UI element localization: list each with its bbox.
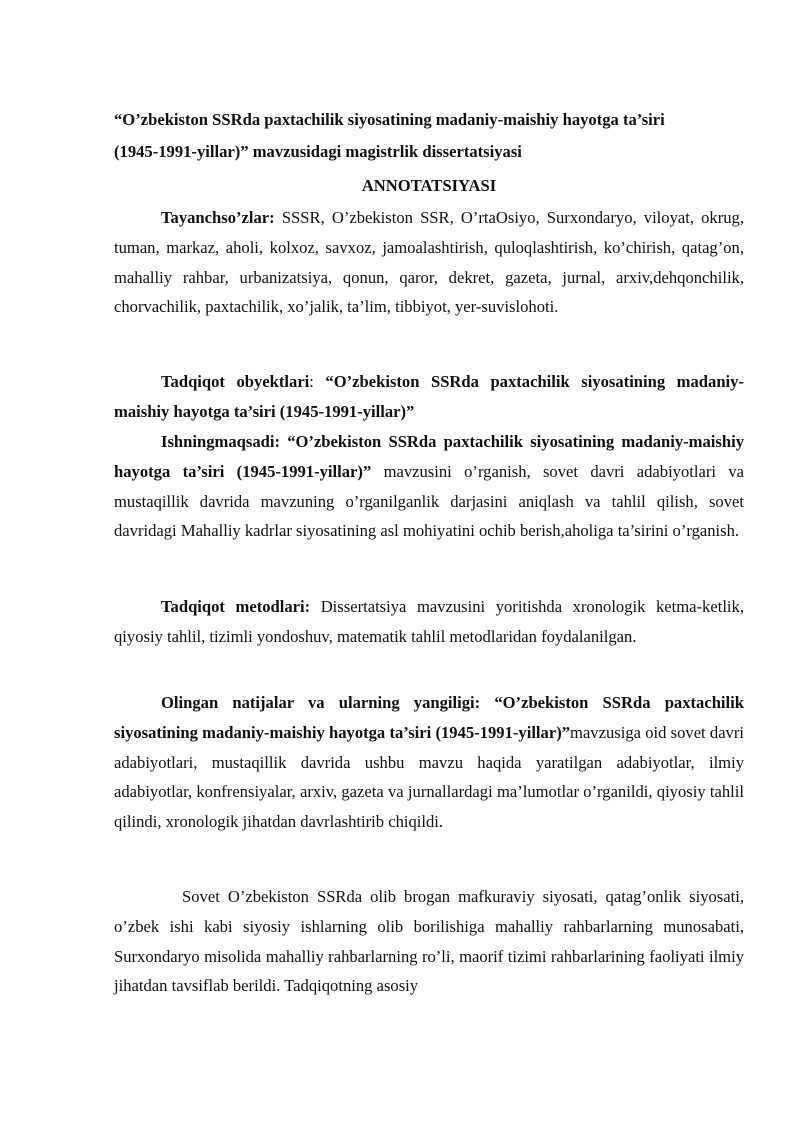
title-line-1: “O’zbekiston SSRda paxtachilik siyosatining madaniy-maishiy hayotga ta’siri xyxy=(114,110,665,129)
results-paragraph xyxy=(114,688,744,837)
methods-text: Dissertatsiya mavzusini yoritishda xronologik ketma-ketlik, qiyosiy tahlil, tizimli yondoshuv, matematik tahlil metodlaridan foydalanilgan. xyxy=(114,597,744,646)
results-label: Olingan natijalar va ularning yangiligi: “O’zbekiston SSRda paxtachilik siyosatining madaniy-maishiy hayotga ta’siri (1945-1991-yillar)” xyxy=(114,693,744,742)
research-objects-paragraph xyxy=(114,367,744,427)
final-paragraph: Sovet O’zbekiston SSRda olib brogan mafkuraviy siyosati, qatag’onlik siyosati, o’zbek ishi kabi siyosiy ishlarning olib borilishiga mahalliy rahbarlarning munosabati, Surxondaryo misolida mahalliy rahbarlarning ro’li, maorif tizimi rahbarlarining faoliyati ilmiy jihatdan tavsiflab berildi. Tadqiqotning asosiy xyxy=(114,887,744,996)
goal-text: mavzusini o’rganish, sovet davri adabiyotlari va mustaqillik davrida mavzuning o’rganilganlik darjasini aniqlash va tahlil qilish, sovet davridagi Mahalliy kadrlar siyosatining asl mohiyatini ochib berish,aholiga ta’sirini o’rganish. xyxy=(114,461,744,541)
results-text: mavzusiga oid sovet davri adabiyotlari, mustaqillik davrida ushbu mavzu haqida yaratilgan adabiyotlar, ilmiy adabiyotlar, konfrensiyalar, arxiv, gazeta va jurnallardagi ma’lumotlar o’rganildi, qiyosiy tahlil qilindi, xronologik jihatdan davrlashtirib chiqildi. xyxy=(114,722,744,832)
keywords-paragraph xyxy=(114,203,744,322)
methods-paragraph xyxy=(114,592,744,652)
research-objects-text: “O’zbekiston SSRda paxtachilik siyosatining madaniy-maishiy hayotga ta’siri (1945-1991-yillar)” xyxy=(114,372,744,421)
goal-label: Ishningmaqsadi: “O’zbekiston SSRda paxtachilik siyosatining madaniy-maishiy hayotga ta’siri (1945-1991-yillar)” xyxy=(114,432,744,481)
methods-label: Tadqiqot metodlari: xyxy=(161,597,311,616)
annotation-heading: ANNOTATSIYASI xyxy=(361,176,497,195)
keywords-label: Tayanchso’zlar: xyxy=(161,208,275,227)
research-objects-colon: : xyxy=(309,372,326,391)
keywords-text: SSSR, O’zbekiston SSR, O’rtaOsiyo, Surxondaryo, viloyat, okrug, tuman, markaz, aholi, kolxoz, savxoz, jamoalashtirish, quloqlashtirish, ko’chirish, qatag’on, mahalliy rahbar, urbanizatsiya, qonun, qaror, dekret, gazeta, jurnal, arxiv,dehqonchilik, chorvachilik, paxtachilik, xo’jalik, ta’lim, tibbiyot, yer-suvislohoti. xyxy=(114,208,744,317)
goal-paragraph xyxy=(114,427,744,546)
document-title xyxy=(114,104,744,168)
research-objects-label: Tadqiqot obyektlari xyxy=(161,372,310,391)
title-line-2: (1945-1991-yillar)” mavzusidagi magistrlik dissertatsiyasi xyxy=(114,142,522,161)
